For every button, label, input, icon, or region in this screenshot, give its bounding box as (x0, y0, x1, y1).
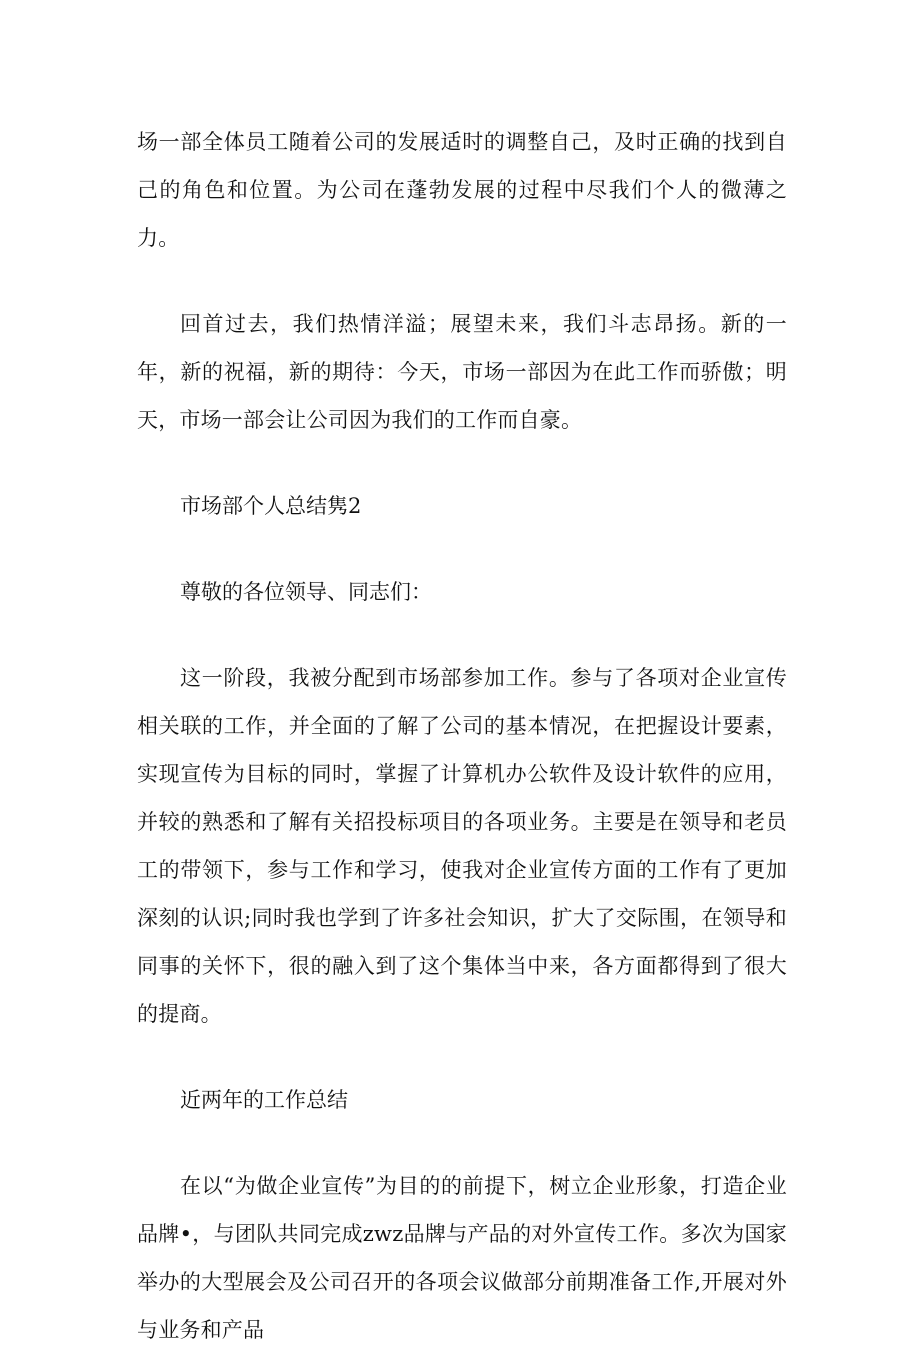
section-title: 市场部个人总结隽2 (180, 494, 362, 518)
subsection-title: 近两年的工作总结 (180, 1088, 348, 1112)
paragraph-gap (137, 262, 787, 300)
paragraph-gap (137, 530, 787, 568)
salutation: 尊敬的各位领导、同志们： (180, 580, 432, 604)
paragraph-work-stage: 这一阶段，我被分配到市场部参加工作。参与了各项对企业宣传相关联的工作，并全面的了解了公司的基本情况，在把握设计要素，实现宣传为目标的同时，掌握了计算机办公软件及设计软件的应用，并较的熟悉和了解有关招投标项目的各项业务。主要是在领导和老员工的带领下，参与工作和学习，使我对企业宣传方面的工作有了更加深刻的认识;同时我也学到了许多社会知识，扩大了交际围，在领导和同事的关怀下，很的融入到了这个集体当中来，各方面都得到了很大的提商。 (137, 666, 787, 1026)
paragraph-continuation: 场一部全体员工随着公司的发展适时的调整自己，及时正确的找到自己的角色和位置。为公司在蓬勃发展的过程中尽我们个人的微薄之力。 (137, 130, 787, 250)
paragraph-gap (137, 616, 787, 654)
paragraph-brand-promotion: 在以“为做企业宣传”为目的的前提下，树立企业形象，打造企业品牌•，与团队共同完成zwz品牌与产品的对外宣传工作。多次为国家举办的大型展会及公司召开的各项会议做部分前期准备工作,开展对外与业务和产品 (137, 1174, 787, 1342)
paragraph-gap (137, 1038, 787, 1076)
paragraph-review-outlook: 回首过去，我们热情洋溢；展望未来，我们斗志昂扬。新的一年，新的祝福，新的期待：今天，市场一部因为在此工作而骄傲；明天，市场一部会让公司因为我们的工作而自豪。 (137, 312, 787, 432)
document-body (137, 118, 787, 1354)
paragraph-gap (137, 1124, 787, 1162)
paragraph-gap (137, 444, 787, 482)
